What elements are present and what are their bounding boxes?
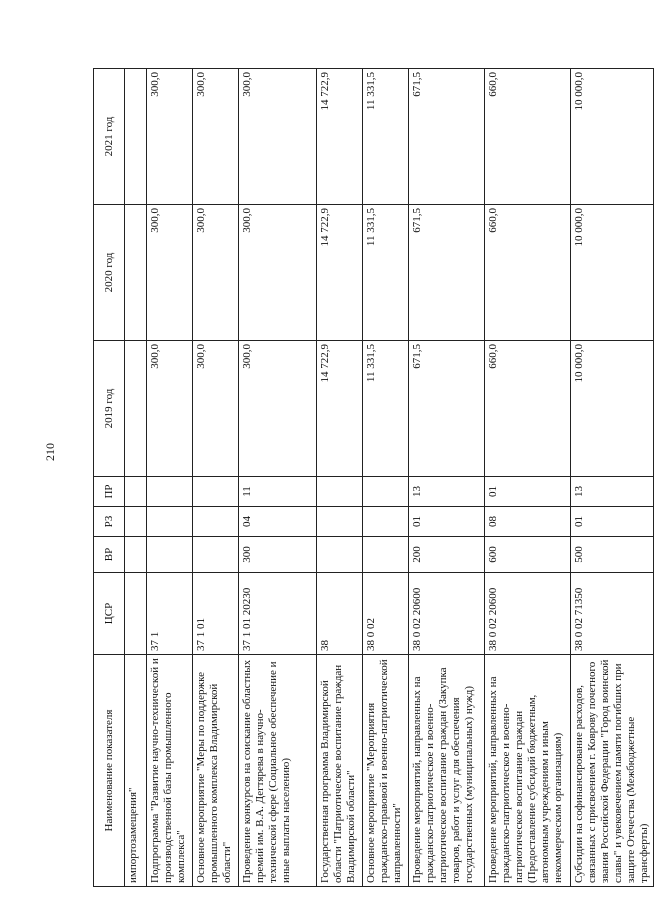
cell-name: Проведение конкурсов на соискание областных премий им. В.А. Дегтярева в научно-технической сфере (Социальное обеспечение и иные выплаты населению) <box>239 655 317 887</box>
cell-vr <box>193 537 239 573</box>
cell-csr <box>125 573 147 655</box>
page-number: 210 <box>43 443 57 461</box>
table-row <box>147 69 193 887</box>
table-row <box>239 69 317 887</box>
cell-vr <box>363 537 409 573</box>
cell-rz: 01 <box>571 507 654 537</box>
table-row <box>571 69 654 887</box>
cell-2021: 300,0 <box>239 69 317 205</box>
cell-2019: 10 000,0 <box>571 341 654 477</box>
cell-rz <box>193 507 239 537</box>
cell-rz <box>147 507 193 537</box>
cell-2021 <box>125 69 147 205</box>
cell-vr <box>125 537 147 573</box>
header-rz: РЗ <box>94 507 125 537</box>
header-vr: ВР <box>94 537 125 573</box>
cell-2020: 11 331,5 <box>363 205 409 341</box>
cell-name: Подпрограмма "Развитие научно-технической и производственной базы промышленного комплекса" <box>147 655 193 887</box>
table-header-row <box>94 69 125 887</box>
table-row <box>317 69 363 887</box>
header-pr: ПР <box>94 477 125 507</box>
cell-2019: 300,0 <box>239 341 317 477</box>
cell-2019: 671,5 <box>409 341 485 477</box>
cell-2020 <box>125 205 147 341</box>
cell-rz <box>363 507 409 537</box>
table-row <box>125 69 147 887</box>
cell-csr: 38 0 02 20600 <box>409 573 485 655</box>
header-2019: 2019 год <box>94 341 125 477</box>
cell-pr: 13 <box>571 477 654 507</box>
cell-rz: 04 <box>239 507 317 537</box>
cell-name: Основное мероприятие "Мероприятия гражданско-правовой и военно-патриотической направленности" <box>363 655 409 887</box>
cell-2021: 660,0 <box>485 69 571 205</box>
cell-pr <box>363 477 409 507</box>
cell-name: Государственная программа Владимирской области "Патриотическое воспитание граждан Владимирской области" <box>317 655 363 887</box>
cell-csr: 37 1 01 20230 <box>239 573 317 655</box>
cell-rz <box>125 507 147 537</box>
cell-2020: 660,0 <box>485 205 571 341</box>
header-2021: 2021 год <box>94 69 125 205</box>
cell-2019 <box>125 341 147 477</box>
cell-2020: 14 722,9 <box>317 205 363 341</box>
table-row <box>363 69 409 887</box>
cell-2020: 300,0 <box>239 205 317 341</box>
cell-name: Проведение мероприятий, направленных на гражданско-патриотическое и военно-патриотическое воспитание граждан (Предоставление субсидий бюджетным, автономным учреждениям и иным некоммерческим организациям) <box>485 655 571 887</box>
cell-2020: 10 000,0 <box>571 205 654 341</box>
cell-vr: 600 <box>485 537 571 573</box>
cell-pr <box>125 477 147 507</box>
cell-name: импортозамещения" <box>125 655 147 887</box>
cell-csr: 38 0 02 71350 <box>571 573 654 655</box>
cell-csr: 38 0 02 <box>363 573 409 655</box>
cell-rz: 01 <box>409 507 485 537</box>
table-row <box>193 69 239 887</box>
cell-2021: 300,0 <box>193 69 239 205</box>
cell-2020: 300,0 <box>147 205 193 341</box>
cell-csr: 37 1 01 <box>193 573 239 655</box>
cell-pr <box>317 477 363 507</box>
cell-name: Субсидии на софинансирование расходов, связанных с присвоением г. Коврову почетного звания Российской Федерации "Город воинской славы" и увековечением памяти погибших при защите Отечества (Межбюджетные трансферты) <box>571 655 654 887</box>
table-row <box>485 69 571 887</box>
header-2020: 2020 год <box>94 205 125 341</box>
cell-2021: 11 331,5 <box>363 69 409 205</box>
table-row <box>409 69 485 887</box>
header-indicator-name: Наименование показателя <box>94 655 125 887</box>
cell-2019: 11 331,5 <box>363 341 409 477</box>
header-csr: ЦСР <box>94 573 125 655</box>
cell-pr: 01 <box>485 477 571 507</box>
cell-2021: 300,0 <box>147 69 193 205</box>
cell-pr <box>193 477 239 507</box>
cell-2019: 300,0 <box>193 341 239 477</box>
cell-vr: 500 <box>571 537 654 573</box>
budget-table <box>93 68 654 887</box>
cell-2019: 14 722,9 <box>317 341 363 477</box>
cell-2021: 10 000,0 <box>571 69 654 205</box>
cell-rz: 08 <box>485 507 571 537</box>
cell-2021: 14 722,9 <box>317 69 363 205</box>
cell-2019: 300,0 <box>147 341 193 477</box>
cell-pr: 11 <box>239 477 317 507</box>
cell-2020: 300,0 <box>193 205 239 341</box>
cell-csr: 38 0 02 20600 <box>485 573 571 655</box>
cell-vr: 300 <box>239 537 317 573</box>
cell-name: Проведение мероприятий, направленных на гражданско-патриотическое и военно-патриотическое воспитание граждан (Закупка товаров, работ и услуг для обеспечения государственных (муниципальных) нужд) <box>409 655 485 887</box>
cell-pr: 13 <box>409 477 485 507</box>
cell-2019: 660,0 <box>485 341 571 477</box>
cell-pr <box>147 477 193 507</box>
cell-vr <box>147 537 193 573</box>
cell-2020: 671,5 <box>409 205 485 341</box>
cell-vr: 200 <box>409 537 485 573</box>
cell-name: Основное мероприятие "Меры по поддержке промышленного комплекса Владимирской области" <box>193 655 239 887</box>
cell-vr <box>317 537 363 573</box>
rotated-table-container <box>93 69 650 887</box>
cell-csr: 38 <box>317 573 363 655</box>
cell-csr: 37 1 <box>147 573 193 655</box>
cell-rz <box>317 507 363 537</box>
cell-2021: 671,5 <box>409 69 485 205</box>
